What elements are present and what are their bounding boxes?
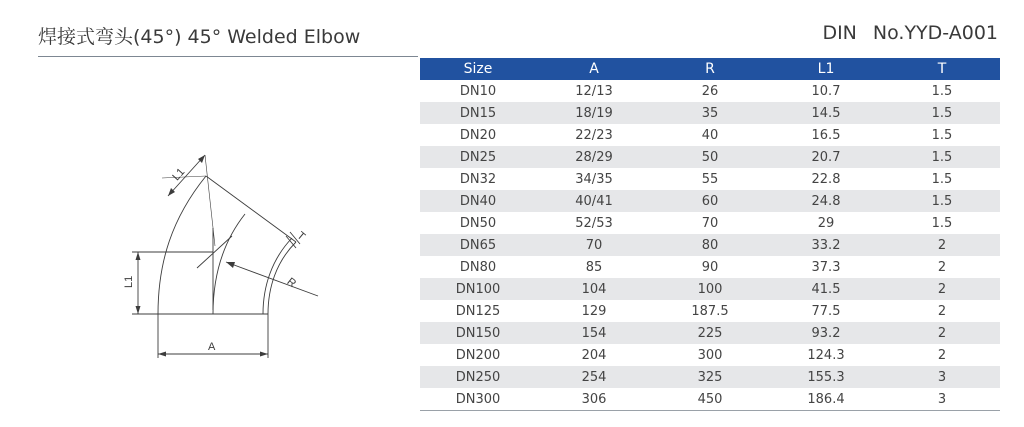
cell-size: DN10 [459, 83, 497, 99]
cell-l1: 16.5 [811, 127, 841, 143]
top-end-face [206, 176, 296, 242]
cell-l1: 20.7 [768, 146, 884, 168]
cell-r: 100 [652, 278, 768, 300]
cell-l1: 14.5 [768, 102, 884, 124]
cell-size: DN125 [455, 303, 501, 319]
cell-size: DN20 [459, 127, 497, 143]
cell-r: 187.5 [691, 303, 729, 319]
cell-a: 154 [536, 322, 652, 344]
cell-a: 40/41 [536, 190, 652, 212]
cell-a: 204 [581, 347, 607, 363]
cell-a: 12/13 [575, 83, 613, 99]
cell-l1: 33.2 [768, 234, 884, 256]
cell-size: DN300 [420, 388, 536, 411]
cell-t: 1.5 [884, 102, 1000, 124]
cell-t: 3 [884, 366, 1000, 388]
t-label: T [294, 229, 308, 244]
cell-a: 254 [536, 366, 652, 388]
table-row [420, 388, 1000, 411]
table-row [420, 190, 1000, 212]
col-header-t: T [884, 58, 1000, 80]
table-row [420, 102, 1000, 124]
cell-r: 225 [652, 322, 768, 344]
a-arrow-left [158, 352, 166, 357]
cell-a: 104 [536, 278, 652, 300]
a-arrow-right [260, 352, 268, 357]
l1-top-ext-b [205, 155, 215, 246]
page-title: 焊接式弯头(45°) 45° Welded Elbow [38, 26, 361, 48]
r-arrow-head [226, 262, 235, 268]
cell-r: 50 [652, 146, 768, 168]
r-label: R [284, 275, 299, 290]
cell-size: DN40 [420, 190, 536, 212]
cell-r: 450 [652, 388, 768, 411]
table-body [420, 80, 1000, 411]
elbow-technical-drawing [100, 140, 340, 370]
cell-l1: 29 [817, 215, 835, 231]
col-header-r: R [652, 58, 768, 80]
cell-r: 26 [701, 83, 719, 99]
cell-t: 2 [937, 347, 947, 363]
cell-a: 34/35 [575, 171, 613, 187]
cell-a: 70 [536, 234, 652, 256]
cell-l1: 186.4 [768, 388, 884, 411]
cell-l1: 24.8 [768, 190, 884, 212]
cell-a: 306 [536, 388, 652, 411]
cell-l1: 93.2 [768, 322, 884, 344]
cell-t: 2 [884, 278, 1000, 300]
table-row [420, 168, 1000, 190]
table-row [420, 256, 1000, 278]
cell-a: 22/23 [575, 127, 613, 143]
cell-l1: 155.3 [768, 366, 884, 388]
cell-l1: 77.5 [811, 303, 841, 319]
model-code [822, 22, 998, 44]
cell-t: 1.5 [931, 83, 953, 99]
cell-size: DN50 [459, 215, 497, 231]
table-row [420, 234, 1000, 256]
cell-t: 1.5 [931, 127, 953, 143]
elbow-wall-arc [263, 238, 292, 314]
cell-size: DN250 [420, 366, 536, 388]
cell-t: 2 [937, 259, 947, 275]
cell-l1: 37.3 [811, 259, 841, 275]
cell-r: 90 [701, 259, 719, 275]
cell-size: DN80 [459, 259, 497, 275]
table-row [420, 322, 1000, 344]
table-row [420, 300, 1000, 322]
col-header-a: A [536, 58, 652, 80]
cell-t: 2 [884, 234, 1000, 256]
cell-t: 1.5 [931, 171, 953, 187]
cell-r: 70 [701, 215, 719, 231]
cell-r: 35 [652, 102, 768, 124]
cell-size: DN150 [420, 322, 536, 344]
cell-size: DN200 [455, 347, 501, 363]
cell-t: 1.5 [931, 215, 953, 231]
cell-r: 40 [701, 127, 719, 143]
cell-a: 18/19 [536, 102, 652, 124]
table-row [420, 146, 1000, 168]
standard-label: DIN [822, 22, 857, 44]
cell-a: 28/29 [536, 146, 652, 168]
table-row [420, 124, 1000, 146]
cell-size: DN100 [420, 278, 536, 300]
a-label: A [208, 341, 216, 353]
elbow-outer-arc [158, 176, 206, 314]
spec-table [420, 58, 1000, 411]
cell-t: 1.5 [884, 190, 1000, 212]
cell-a: 85 [585, 259, 603, 275]
col-header-l1: L1 [768, 58, 884, 80]
cell-l1: 22.8 [811, 171, 841, 187]
cell-t: 2 [884, 322, 1000, 344]
cell-l1: 124.3 [807, 347, 845, 363]
cell-t: 1.5 [884, 146, 1000, 168]
cell-a: 52/53 [575, 215, 613, 231]
cell-l1: 10.7 [811, 83, 841, 99]
cell-t: 2 [937, 303, 947, 319]
cell-r: 80 [652, 234, 768, 256]
col-header-size: Size [420, 58, 536, 80]
l1-left-arrow-top [136, 252, 141, 260]
cell-a: 129 [581, 303, 607, 319]
table-row [420, 80, 1000, 102]
cell-r: 325 [652, 366, 768, 388]
table-row [420, 344, 1000, 366]
l1-left-arrow-bottom [136, 306, 141, 314]
cell-size: DN15 [420, 102, 536, 124]
title-underline [38, 56, 418, 57]
cell-size: DN65 [420, 234, 536, 256]
cell-r: 60 [652, 190, 768, 212]
cell-l1: 41.5 [768, 278, 884, 300]
l1-top-label: L1 [170, 166, 188, 184]
l1-left-label: L1 [123, 275, 135, 288]
table-row [420, 366, 1000, 388]
model-number: No.YYD-A001 [872, 22, 998, 44]
cell-t: 3 [884, 388, 1000, 411]
cell-size: DN25 [420, 146, 536, 168]
table-row [420, 278, 1000, 300]
cell-r: 55 [701, 171, 719, 187]
table-row [420, 212, 1000, 234]
table-header-row [420, 58, 1000, 80]
cell-size: DN32 [459, 171, 497, 187]
cell-r: 300 [697, 347, 723, 363]
